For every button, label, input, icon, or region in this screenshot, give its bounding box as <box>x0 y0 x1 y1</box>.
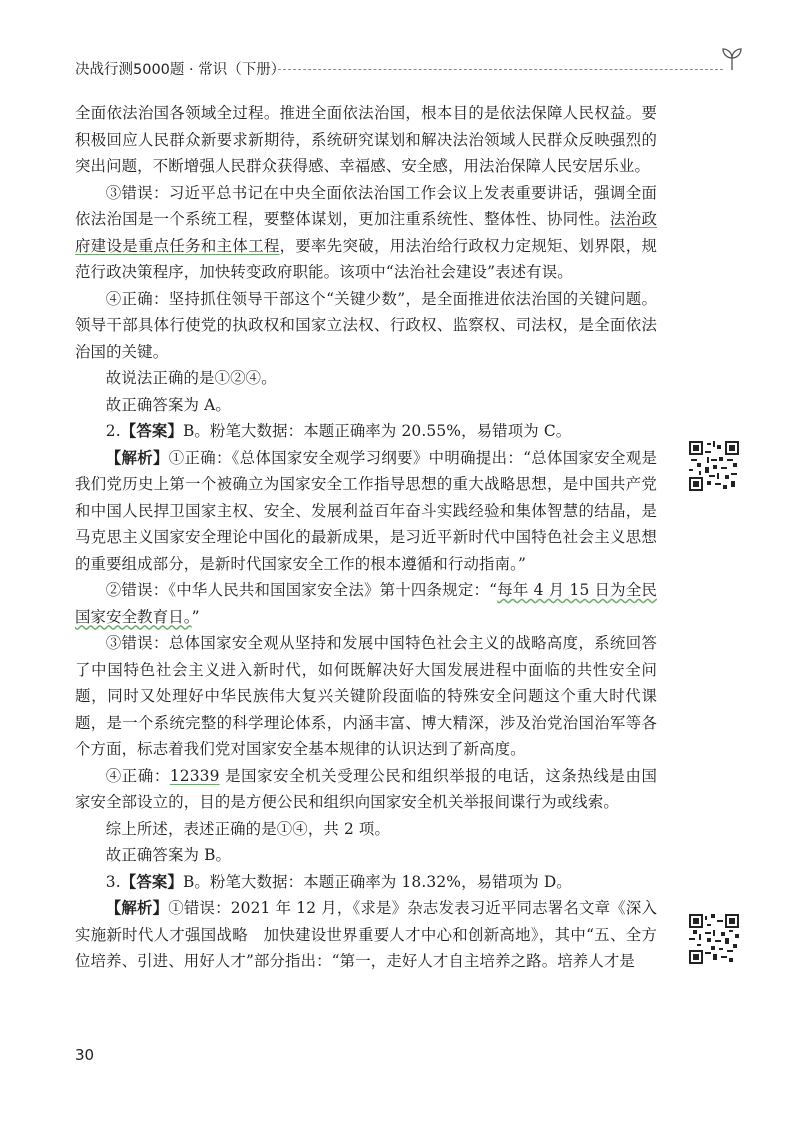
paragraph: 故正确答案为 A。 <box>105 395 231 414</box>
analysis-text: ①正确：《总体国家安全观学习纲要》中明确提出：“总体国家安全观是我们党历史上第一个被确立为国家安全工作指导思想的重大战略思想，是中国共产党和中国人民捍卫国家主权、安全、发展利益百年奋斗实践经验和集体智慧的结晶，是马克思主义国家安全理论中国化的最新成果，是习近平新时代中国特色社会主义思想的重要组成部分，是新时代国家安全工作的根本遵循和行动指南。” <box>75 448 658 573</box>
page-body <box>75 100 657 975</box>
underlined-text: 12339 <box>169 766 220 785</box>
leaf-sprout-icon <box>719 46 745 72</box>
analysis-tag: 【解析】 <box>105 899 169 917</box>
paragraph: 故说法正确的是①②④。 <box>105 369 277 387</box>
paragraph: ④正确：坚持抓住领导干部这个“关键少数”，是全面推进依法治国的关键问题。领导干部具体行使党的执政权和国家立法权、行政权、监察权、司法权，是全面依法治国的关键。 <box>75 289 657 361</box>
analysis-text: ①错误：2021 年 12 月，《求是》杂志发表习近平同志署名文章《深入实施新时代人才强国战略 加快建设世界重要人才中心和创新高地》，其中“五、全方位培养、引进、用好人才”部分指出：“第一，走好人才自主培养之路。培养人才是 <box>75 899 657 970</box>
paragraph: 综上所述，表述正确的是①④，共 2 项。 <box>105 819 391 838</box>
underlined-text: 每年 4 月 15 日为全民国家安全教育日。 <box>75 581 657 626</box>
paragraph: ③错误：总体国家安全观从坚持和发展中国特色社会主义的战略高度，系统回答了中国特色社会主义进入新时代，如何既解决好大国发展进程中面临的共性安全问题，同时又处理好中华民族伟大复兴关键阶段面临的特殊安全问题这个重大时代课题，是一个系统完整的科学理论体系，内涵丰富、博大精深，涉及治党治国治军等各个方面，标志着我们党对国家安全基本规律的认识达到了新高度。 <box>75 634 657 758</box>
question-3-answer <box>75 869 657 896</box>
question-number: 2. <box>105 422 121 440</box>
book-title: 决战行测5000题 · 常识（下册） <box>75 62 286 78</box>
text-run: ②错误：《中华人民共和国国家安全法》第十四条规定：“ <box>105 581 498 599</box>
paragraph <box>75 763 657 816</box>
question-number: 3. <box>105 872 121 891</box>
paragraph: 全面依法治国各领域全过程。推进全面依法治国，根本目的是依法保障人民权益。要积极回应人民群众新要求新期待，系统研究谋划和解决法治领域人民群众反映强烈的突出问题，不断增强人民群众获得感、幸福感、安全感，用法治保障人民安居乐业。 <box>75 104 657 175</box>
answer-tag: 【答案】 <box>120 422 183 440</box>
text-run: 是国家安全机关受理公民和组织举报的电话，这条热线是由国家安全部设立的，目的是方便公民和组织向国家安全机关举报间谍行为或线索。 <box>75 766 657 811</box>
header-divider <box>273 69 723 70</box>
text-run: ④正确： <box>105 766 170 785</box>
answer-text: B。粉笔大数据：本题正确率为 20.55%，易错项为 C。 <box>182 422 572 440</box>
answer-tag: 【答案】 <box>120 872 183 891</box>
qr-code-icon[interactable] <box>689 441 739 491</box>
paragraph <box>75 180 657 286</box>
question-3-analysis <box>75 895 657 975</box>
paragraph <box>75 577 657 630</box>
analysis-tag: 【解析】 <box>105 448 169 467</box>
page-number: 30 <box>75 1046 95 1064</box>
qr-code-icon[interactable] <box>689 914 739 964</box>
question-2-analysis <box>75 445 657 578</box>
paragraph: 故正确答案为 B。 <box>105 846 232 864</box>
answer-text: B。粉笔大数据：本题正确率为 18.32%，易错项为 D。 <box>182 872 572 891</box>
question-2-answer <box>75 418 657 445</box>
text-run: ，要率先突破，用法治给行政权力定规矩、划界限，规范行政决策程序，加快转变政府职能。该项中“法治社会建设”表述有误。 <box>75 236 658 281</box>
running-header <box>75 54 745 84</box>
text-run: ③错误：习近平总书记在中央全面依法治国工作会议上发表重要讲话，强调全面依法治国是一个系统工程，要整体谋划，更加注重系统性、整体性、协同性。 <box>75 183 657 228</box>
underlined-text: 法治政府建设是重点任务和主体工程 <box>75 210 657 255</box>
text-run: ” <box>191 607 200 626</box>
